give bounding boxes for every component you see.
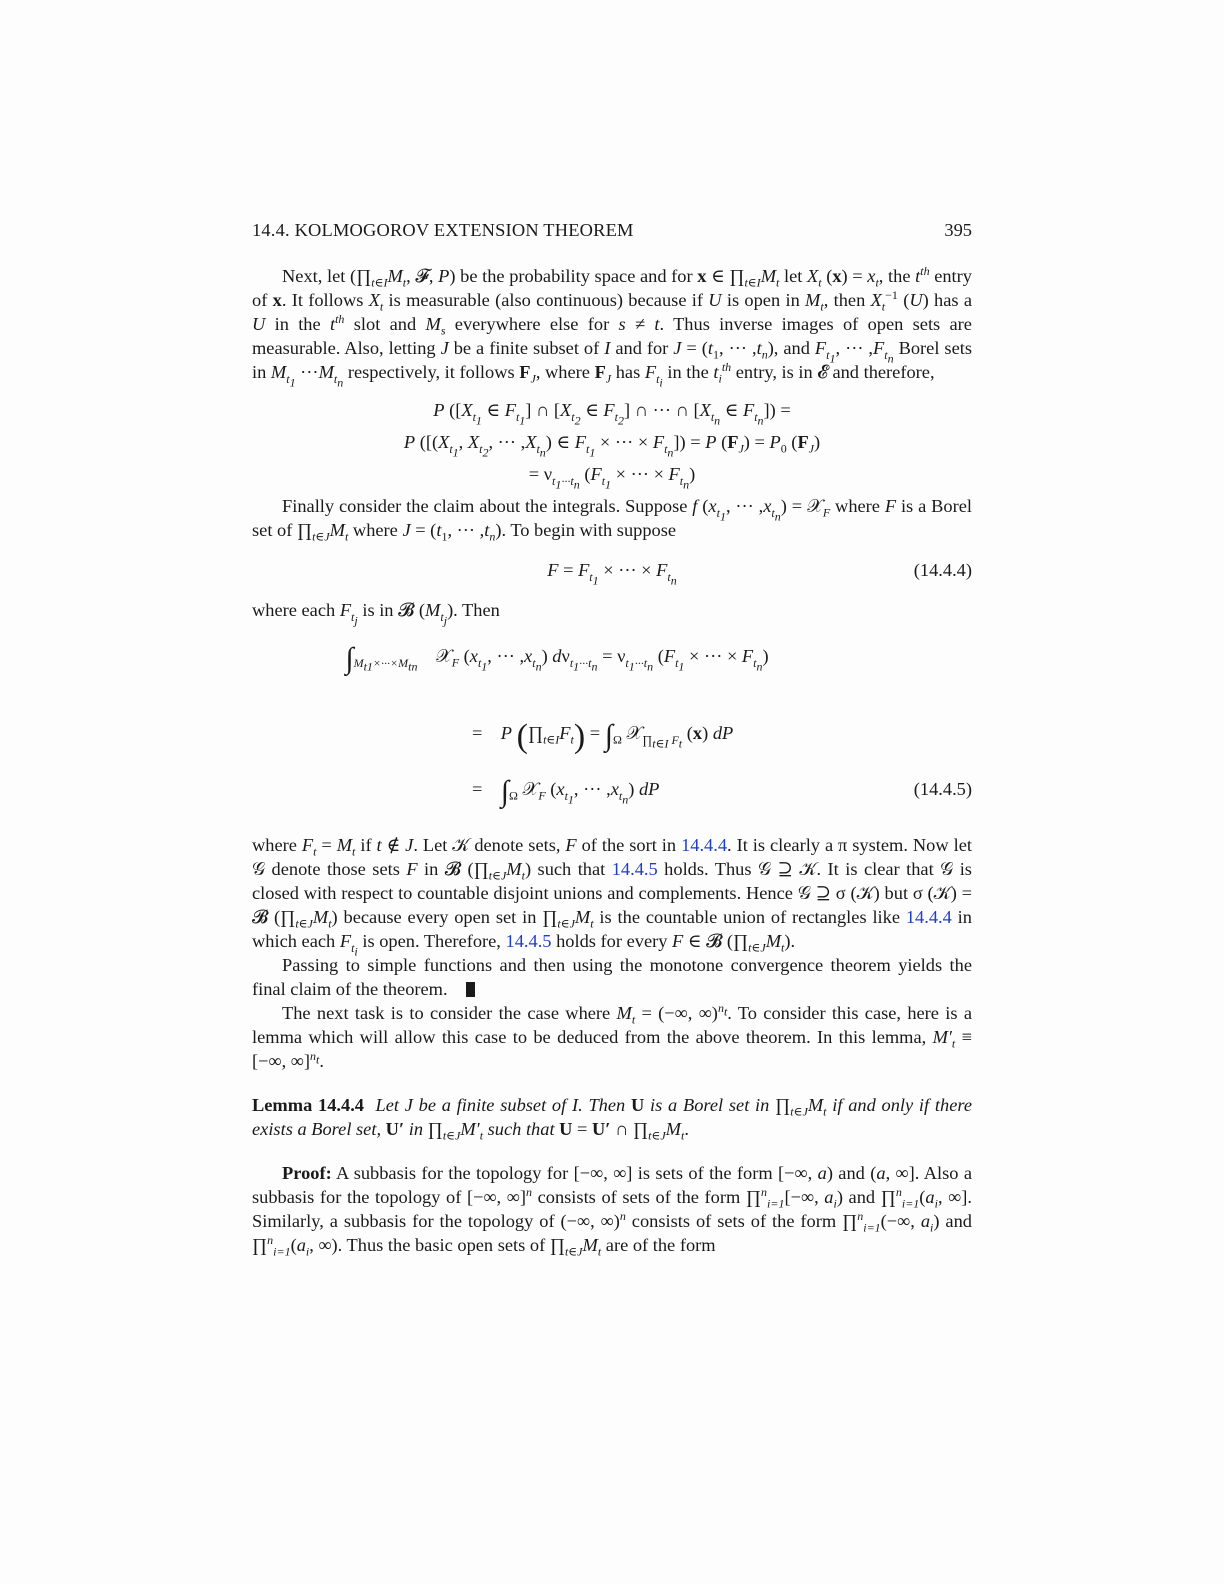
equation-14-4-5: = $\int_\Omega$ 𝒳$_F$ ($x_{t_1}$, ··· $,x_{t_n}$) dP (14.4.5): [472, 761, 972, 817]
lemma-statement: Lemma 14.4.4 Let J be a finite subset of I. Then U is a Borel set in $\prod_{t\in J}M_t$ if and only if there exists a Borel set, U′ in $\prod_{t\in J}M'_t$ such that U = U′ ∩ $\prod_{t\in J}M_t$.: [252, 1095, 972, 1143]
equation-integral-2: = P $(\prod_{t\in I}F_t) = \int_\Omega$ 𝒳$_{\prod_{t\in I} F_t}$ (x) dP: [472, 718, 734, 755]
page-number: 395: [944, 220, 972, 240]
document-page: [252, 218, 972, 1257]
equation-number: (14.4.5): [913, 779, 972, 799]
equation-prob-2: P ([($X_{t_1}$, $X_{t_2}$, ··· $,X_{t_n}$) ∈ $F_{t_1}$ × ··· × $F_{t_n}]) = P$ $(F_J) = P_0$ $(F_J)$: [403, 432, 821, 460]
reference-link[interactable]: 14.4.5: [505, 931, 552, 951]
equation-number: (14.4.4): [913, 560, 972, 580]
paragraph-next-task: The next task is to consider the case where $M_t$ = (−∞, ∞)$^{n_t}$. To consider this case, here is a lemma which will allow this case to be deduced from the above theorem. In this lemma, $M'_t$ ≡ [−∞, ∞]$^{n_t}$.: [252, 1000, 973, 1071]
proof-label: Proof:: [282, 1163, 332, 1183]
equation-prob-3: = $\nu_{t_1\cdot\cdot\cdot t_n}$ ($F_{t_1}$ × ··· × $F_{t_n}$): [528, 464, 696, 492]
reference-link[interactable]: 14.4.5: [611, 859, 658, 879]
section-title: 14.4. KOLMOGOROV EXTENSION THEOREM: [252, 220, 634, 240]
equation-prob-1: P ([$X_{t_1}$ ∈ $F_{t_1}$] ∩ [$X_{t_2}$ ∈ $F_{t_2}$] ∩ ··· ∩ [$X_{t_n}$ ∈ $F_{t_n}$]) =: [433, 400, 791, 428]
running-header: [252, 218, 972, 242]
paragraph-simple-functions: Passing to simple functions and then using the monotone convergence theorem yields the final claim of the theorem.: [252, 955, 972, 999]
reference-link[interactable]: 14.4.4: [681, 835, 728, 855]
equation-integral-1: $\int_{M_{t1}\times\cdot\cdot\cdot\times M_{tn}}$ 𝒳$_F$ ($x_{t_1}$, ··· $,x_{t_n}$) $d\nu_{t_1\cdot\cdot\cdot t_n} = \nu_{t_1\cdot\cdot\cdot t_n}$ ($F_{t_1}$ × ··· × $F_{t_n}$): [345, 642, 769, 675]
paragraph-borel: where each $F_{t_j}$ is in 𝓑 $(M_{t_j})$. Then: [252, 600, 500, 628]
reference-link[interactable]: 14.4.4: [905, 907, 952, 927]
proof-paragraph: Proof: A subbasis for the topology for [−∞, ∞] is sets of the form [−∞, a) and (a, ∞]. Also a subbasis for the topology of [−∞, ∞]$^n$ consists of sets of the form ∏$^n_{i=1}$[−∞, $a_i$) and $\prod^n_{i=1}(a_i$, ∞]. Similarly, a subbasis for the topology of (−∞, ∞)$^n$ consists of sets of the form ∏$^n_{i=1}$(−∞, $a_i$) and $\prod^n_{i=1}(a_i$, ∞). Thus the basic open sets of $\prod_{t\in J}M_t$ are of the form: [252, 1163, 972, 1259]
paragraph-intro: Next, let ($\prod_{t\in I}M_t$, 𝓕, P) be the probability space and for x ∈ $\prod_{t\in I}M_t$ let $X_t$ $(x) = x_t$, the $t^{th}$ entry of x. It follows $X_t$ is measurable (also continuous) because if U is open in $M_t$, then $X_t^{-1}$ (U) has a U in the $t^{th}$ slot and $M_s$ everywhere else for s ≠ t. Thus inverse images of open sets are measurable. Also, letting J be a finite subset of I and for $J = (t_1$, ··· $,t_n$), and $F_{t_1}$, ··· $,F_{t_n}$ Borel sets in $M_{t_1} \cdot\cdot\cdot M_{t_n}$ respectively, it follows $F_J$, where $F_J$ has $F_{t_i}$ in the $t_i^{th}$ entry, is in 𝓔 and therefore,: [252, 263, 973, 390]
paragraph-pi-system: where $F_t = M_t$ if t ∉ J. Let 𝒦 denote sets, F of the sort in 14.4.4. It is clearly a π system. Now let 𝒢 denote those sets F in 𝓑 $(\prod_{t\in J}M_t)$ such that 14.4.5 holds. Thus 𝒢 ⊇ 𝒦. It is clear that 𝒢 is closed with respect to countable disjoint unions and complements. Hence 𝒢 ⊇ σ (𝒦) but σ (𝒦) = 𝓑 $(\prod_{t\in J}M_t)$ because every open set in $\prod_{t\in J}M_t$ is the countable union of rectangles like 14.4.4 in which each $F_{t_i}$ is open. Therefore, 14.4.5 holds for every F ∈ 𝓑 $(\prod_{t\in J}M_t)$.: [252, 835, 972, 959]
equation-aligned-block: [472, 705, 972, 817]
paragraph-integrals: Finally consider the claim about the integrals. Suppose f ($x_{t_1}$, ··· $,x_{t_n}$) = 𝒳$_F$ where F is a Borel set of $\prod_{t\in J}M_t$ where $J = (t_1$, ··· $,t_n$). To begin with suppose: [252, 496, 972, 544]
lemma-title: Lemma 14.4.4: [252, 1095, 364, 1115]
qed-symbol: [466, 982, 475, 997]
equation-14-4-4: $F = F_{t_1}$ × ··· × $F_{t_n}$ (14.4.4): [547, 560, 972, 588]
